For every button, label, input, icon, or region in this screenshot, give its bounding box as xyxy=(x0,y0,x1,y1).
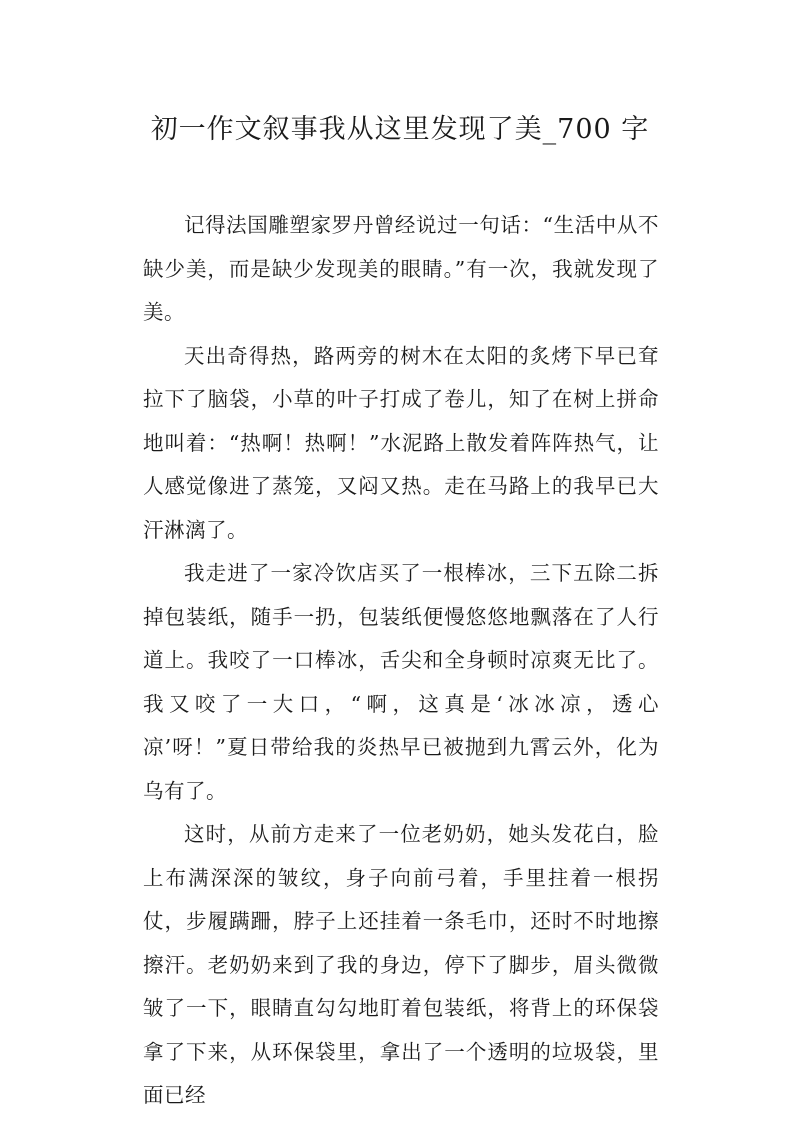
paragraph-2: 天出奇得热，路两旁的树木在太阳的炙烤下早已耷拉下了脑袋，小草的叶子打成了卷儿，知了在树上拼命地叫着：“热啊！热啊！”水泥路上散发着阵阵热气，让人感觉像进了蒸笼，又闷又热。走在马路上的我早已大汗淋漓了。 xyxy=(143,343,659,542)
paragraph-1: 记得法国雕塑家罗丹曾经说过一句话：“生活中从不缺少美，而是缺少发现美的眼睛。”有一次，我就发现了美。 xyxy=(143,213,659,324)
paragraph-4: 这时，从前方走来了一位老奶奶，她头发花白，脸上布满深深的皱纹，身子向前弓着，手里拄着一根拐仗，步履蹒跚，脖子上还挂着一条毛巾，还时不时地擦擦汗。老奶奶来到了我的身边，停下了脚步，眉头微微皱了一下，眼睛直勾勾地盯着包装纸，将背上的环保袋拿了下来，从环保袋里，拿出了一个透明的垃圾袋，里面已经 xyxy=(143,822,659,1107)
document-body xyxy=(143,204,659,1118)
paragraph-3: 我走进了一家冷饮店买了一根棒冰，三下五除二拆掉包装纸，随手一扔，包装纸便慢悠悠地飘落在了人行道上。我咬了一口棒冰，舌尖和全身顿时凉爽无比了。我又咬了一大口，“啊，这真是‘冰冰凉，透心凉’呀！”夏日带给我的炎热早已被抛到九霄云外，化为乌有了。 xyxy=(143,561,659,803)
document-title: 初一作文叙事我从这里发现了美_700 字 xyxy=(150,114,650,145)
